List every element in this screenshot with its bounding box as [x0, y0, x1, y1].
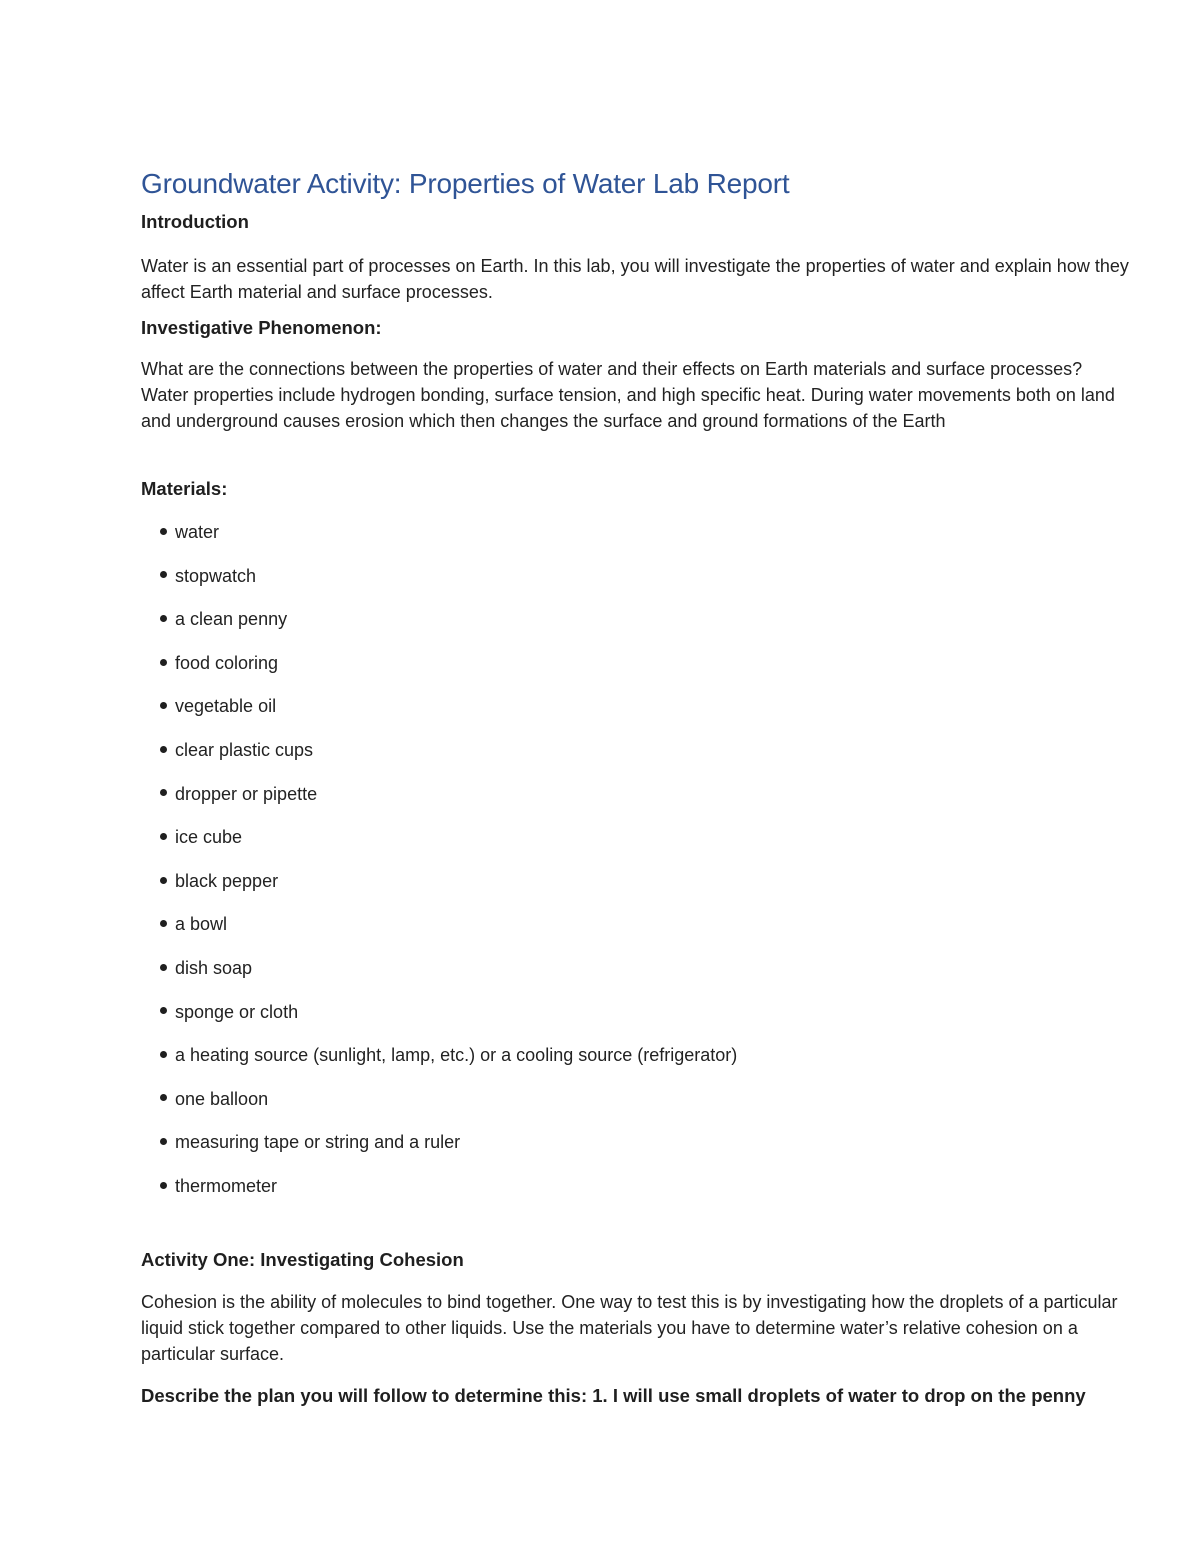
materials-list	[160, 520, 737, 1218]
list-item-text: stopwatch	[175, 565, 257, 586]
bullet-icon	[160, 789, 167, 796]
bullet-icon	[160, 833, 167, 840]
list-item	[160, 1043, 737, 1087]
bullet-icon	[160, 702, 167, 709]
list-item	[160, 1000, 737, 1044]
list-item	[160, 694, 737, 738]
list-item-text: a heating source (sunlight, lamp, etc.) or a cooling source (refrigerator)	[175, 1045, 738, 1066]
list-item-text: water	[175, 522, 220, 542]
introduction-heading: Introduction	[141, 211, 249, 232]
list-item-text: a clean penny	[175, 609, 288, 630]
document-title: Groundwater Activity: Properties of Water Lab Report	[141, 168, 790, 199]
list-item	[160, 1174, 737, 1218]
bullet-icon	[160, 920, 167, 927]
list-item-text: clear plastic cups	[175, 739, 314, 760]
list-item	[160, 520, 737, 564]
list-item-text: one balloon	[175, 1088, 269, 1109]
plan-line	[141, 1384, 1086, 1408]
plan-answer: 1. I will use small droplets of water to drop on the penny	[587, 1385, 1086, 1406]
bullet-icon	[160, 615, 167, 622]
list-item-text: measuring tape or string and a ruler	[175, 1132, 461, 1153]
bullet-icon	[160, 528, 167, 535]
bullet-icon	[160, 964, 167, 971]
plan-prompt: Describe the plan you will follow to determine this:	[141, 1385, 588, 1406]
list-item-text: vegetable oil	[175, 696, 277, 717]
bullet-icon	[160, 1007, 167, 1014]
bullet-icon	[160, 1182, 167, 1189]
list-item	[160, 1130, 737, 1174]
activity-one-heading: Activity One: Investigating Cohesion	[141, 1249, 464, 1270]
list-item-text: sponge or cloth	[175, 1001, 299, 1022]
list-item-text: dish soap	[175, 957, 253, 978]
list-item	[160, 564, 737, 608]
list-item-text: thermometer	[175, 1175, 278, 1196]
bullet-icon	[160, 571, 167, 578]
bullet-icon	[160, 1051, 167, 1058]
list-item-text: ice cube	[175, 827, 243, 848]
list-item	[160, 869, 737, 913]
list-item	[160, 738, 737, 782]
bullet-icon	[160, 1094, 167, 1101]
bullet-icon	[160, 1138, 167, 1145]
materials-heading: Materials:	[141, 478, 228, 499]
bullet-icon	[160, 877, 167, 884]
list-item	[160, 1087, 737, 1131]
list-item	[160, 825, 737, 869]
list-item-text: food coloring	[175, 652, 279, 673]
bullet-icon	[160, 659, 167, 666]
list-item	[160, 912, 737, 956]
list-item	[160, 782, 737, 826]
list-item	[160, 956, 737, 1000]
list-item	[160, 651, 737, 695]
list-item	[160, 607, 737, 651]
list-item-text: a bowl	[175, 914, 228, 935]
introduction-text: Water is an essential part of processes on Earth. In this lab, you will investigate the properties of water and explain how they affect Earth material and surface processes.	[141, 256, 1129, 303]
list-item-text: black pepper	[175, 870, 279, 891]
activity-one-text: Cohesion is the ability of molecules to bind together. One way to test this is by investigating how the droplets of a particular liquid stick together compared to other liquids. Use the materials you have to determine water’s relative cohesion on a particular surface.	[141, 1292, 1118, 1365]
bullet-icon	[160, 746, 167, 753]
phenomenon-text: What are the connections between the properties of water and their effects on Earth materials and surface processes? Water properties include hydrogen bonding, surface tension, and high specific heat. During water movements both on land and underground causes erosion which then changes the surface and ground formations of the Earth	[141, 359, 1115, 432]
list-item-text: dropper or pipette	[175, 783, 318, 804]
phenomenon-heading: Investigative Phenomenon:	[141, 317, 382, 338]
